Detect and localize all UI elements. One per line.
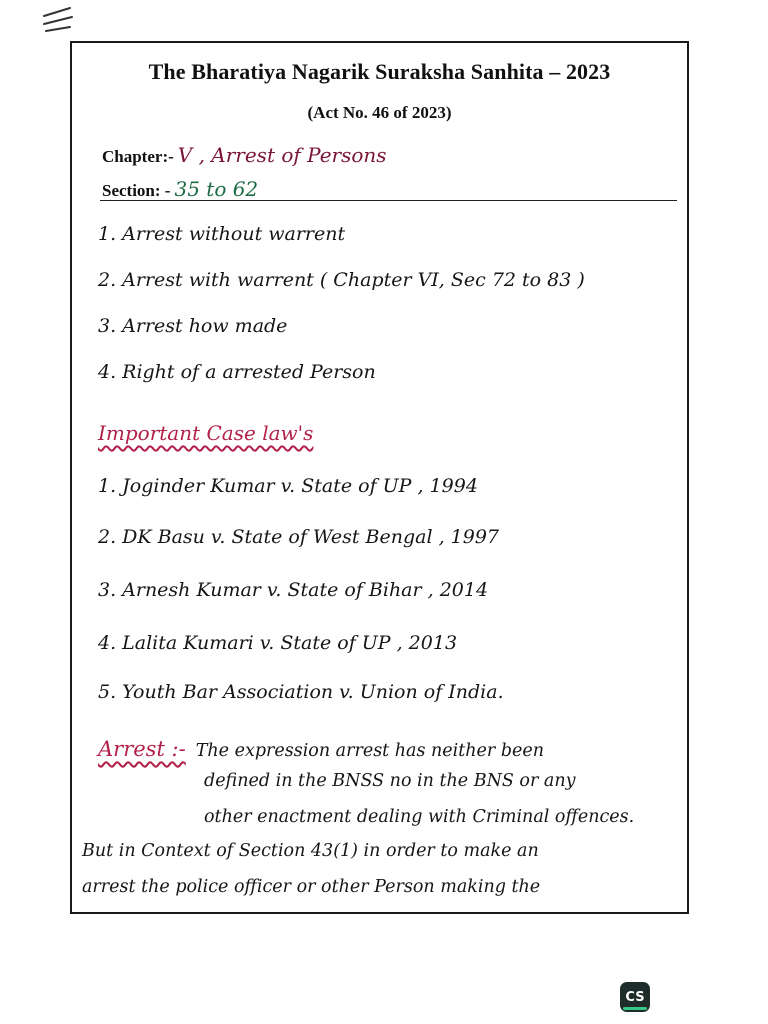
section-value: 35 to 62 (174, 177, 259, 201)
case-item: 4. Lalita Kumari v. State of UP , 2013 (98, 632, 458, 654)
chapter-label: Chapter:- (102, 147, 174, 166)
case-laws-heading: Important Case law's (98, 421, 314, 445)
topic-item: 1. Arrest without warrent (98, 223, 346, 245)
arrest-line: other enactment dealing with Criminal offences. (204, 807, 635, 827)
case-item: 3. Arnesh Kumar v. State of Bihar , 2014 (98, 579, 489, 601)
section-field (102, 177, 258, 201)
arrest-label: Arrest :- (98, 737, 186, 761)
case-item: 2. DK Basu v. State of West Bengal , 1997 (98, 526, 500, 548)
chapter-value: V , Arrest of Persons (177, 143, 387, 167)
camscanner-logo-icon: CS (620, 982, 650, 1012)
page-title: The Bharatiya Nagarik Suraksha Sanhita – 2023 (148, 59, 611, 84)
case-item: 5. Youth Bar Association v. Union of India. (98, 681, 504, 703)
topic-item: 3. Arrest how made (98, 315, 288, 337)
act-number: (Act No. 46 of 2023) (307, 103, 452, 122)
section-label: Section: - (102, 181, 171, 200)
arrest-line: Arrest :- The expression arrest has neither been (98, 737, 545, 761)
chapter-field (102, 143, 387, 167)
pen-mark-icon (40, 4, 80, 34)
topic-item: 2. Arrest with warrent ( Chapter VI, Sec 72 to 83 ) (98, 269, 585, 291)
arrest-line: defined in the BNSS no in the BNS or any (204, 771, 576, 791)
topic-item: 4. Right of a arrested Person (98, 361, 376, 383)
arrest-line: arrest the police officer or other Person making the (82, 877, 541, 897)
arrest-line: But in Context of Section 43(1) in order to make an (82, 841, 539, 861)
header-divider (100, 200, 677, 201)
case-item: 1. Joginder Kumar v. State of UP , 1994 (98, 475, 478, 497)
notes-page (70, 41, 689, 914)
